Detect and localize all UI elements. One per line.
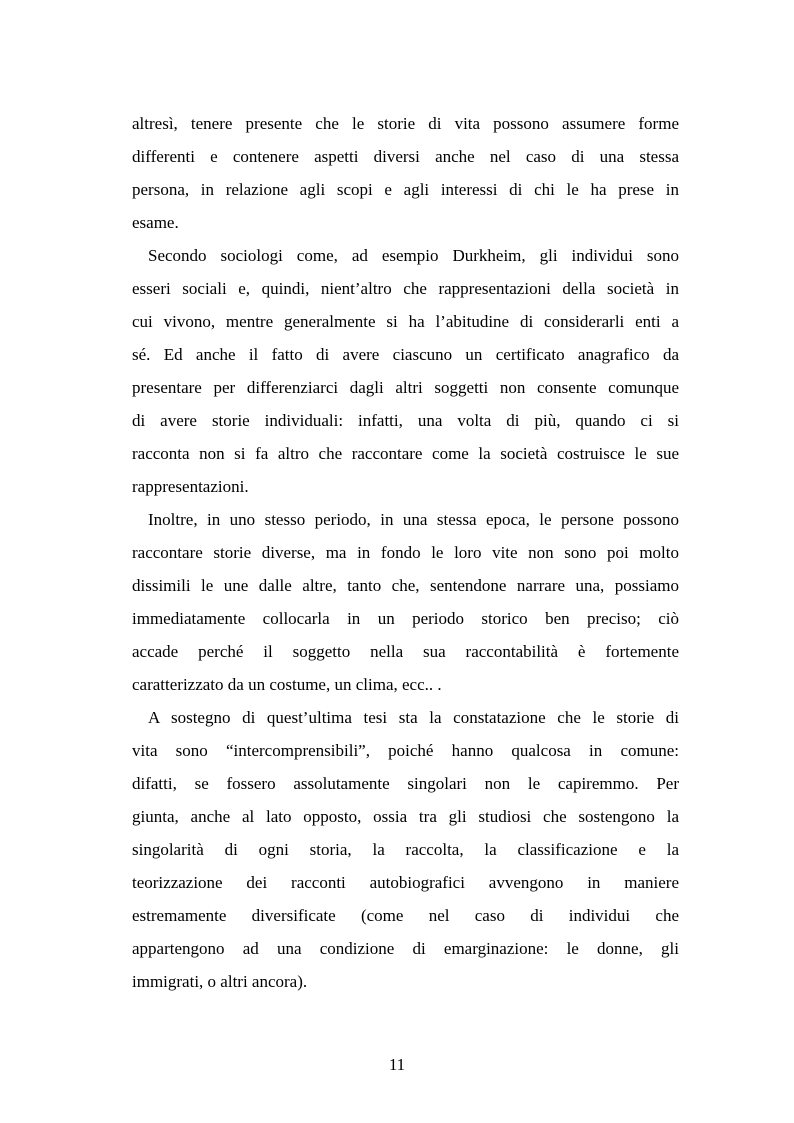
text-line: esseri sociali e, quindi, nient’altro che rappresentazioni della società in: [132, 279, 679, 298]
text-line: rappresentazioni.: [132, 477, 249, 496]
text-line: di avere storie individuali: infatti, una volta di più, quando ci si: [132, 411, 679, 430]
text-line: teorizzazione dei racconti autobiografici avvengono in maniere: [132, 873, 679, 892]
text-line: presentare per differenziarci dagli altri soggetti non consente comunque: [132, 378, 679, 397]
text-line: differenti e contenere aspetti diversi anche nel caso di una stessa: [132, 147, 679, 166]
text-line: singolarità di ogni storia, la raccolta, la classificazione e la: [132, 840, 679, 859]
text-line: difatti, se fossero assolutamente singolari non le capiremmo. Per: [132, 774, 679, 793]
text-line: esame.: [132, 213, 179, 232]
page-number: 11: [388, 1055, 406, 1074]
text-line: estremamente diversificate (come nel caso di individui che: [132, 906, 679, 925]
text-line: cui vivono, mentre generalmente si ha l’abitudine di considerarli enti a: [132, 312, 679, 331]
text-line: giunta, anche al lato opposto, ossia tra gli studiosi che sostengono la: [132, 807, 679, 826]
text-line: Inoltre, in uno stesso periodo, in una stessa epoca, le persone possono: [148, 510, 679, 529]
text-line: accade perché il soggetto nella sua raccontabilità è fortemente: [132, 642, 679, 661]
text-line: sé. Ed anche il fatto di avere ciascuno un certificato anagrafico da: [132, 345, 679, 364]
text-line: dissimili le une dalle altre, tanto che, sentendone narrare una, possiamo: [132, 576, 679, 595]
text-line: A sostegno di quest’ultima tesi sta la constatazione che le storie di: [148, 708, 679, 727]
text-line: persona, in relazione agli scopi e agli interessi di chi le ha prese in: [132, 180, 679, 199]
text-line: caratterizzato da un costume, un clima, ecc.. .: [132, 675, 442, 694]
text-line: altresì, tenere presente che le storie di vita possono assumere forme: [132, 114, 679, 133]
text-line: immediatamente collocarla in un periodo storico ben preciso; ciò: [132, 609, 679, 628]
text-line: vita sono “intercomprensibili”, poiché hanno qualcosa in comune:: [132, 741, 679, 760]
text-line: racconta non si fa altro che raccontare come la società costruisce le sue: [132, 444, 679, 463]
text-line: appartengono ad una condizione di emarginazione: le donne, gli: [132, 939, 679, 958]
text-line: immigrati, o altri ancora).: [132, 972, 308, 991]
text-line: Secondo sociologi come, ad esempio Durkheim, gli individui sono: [148, 246, 679, 265]
text-line: raccontare storie diverse, ma in fondo le loro vite non sono poi molto: [132, 543, 679, 562]
